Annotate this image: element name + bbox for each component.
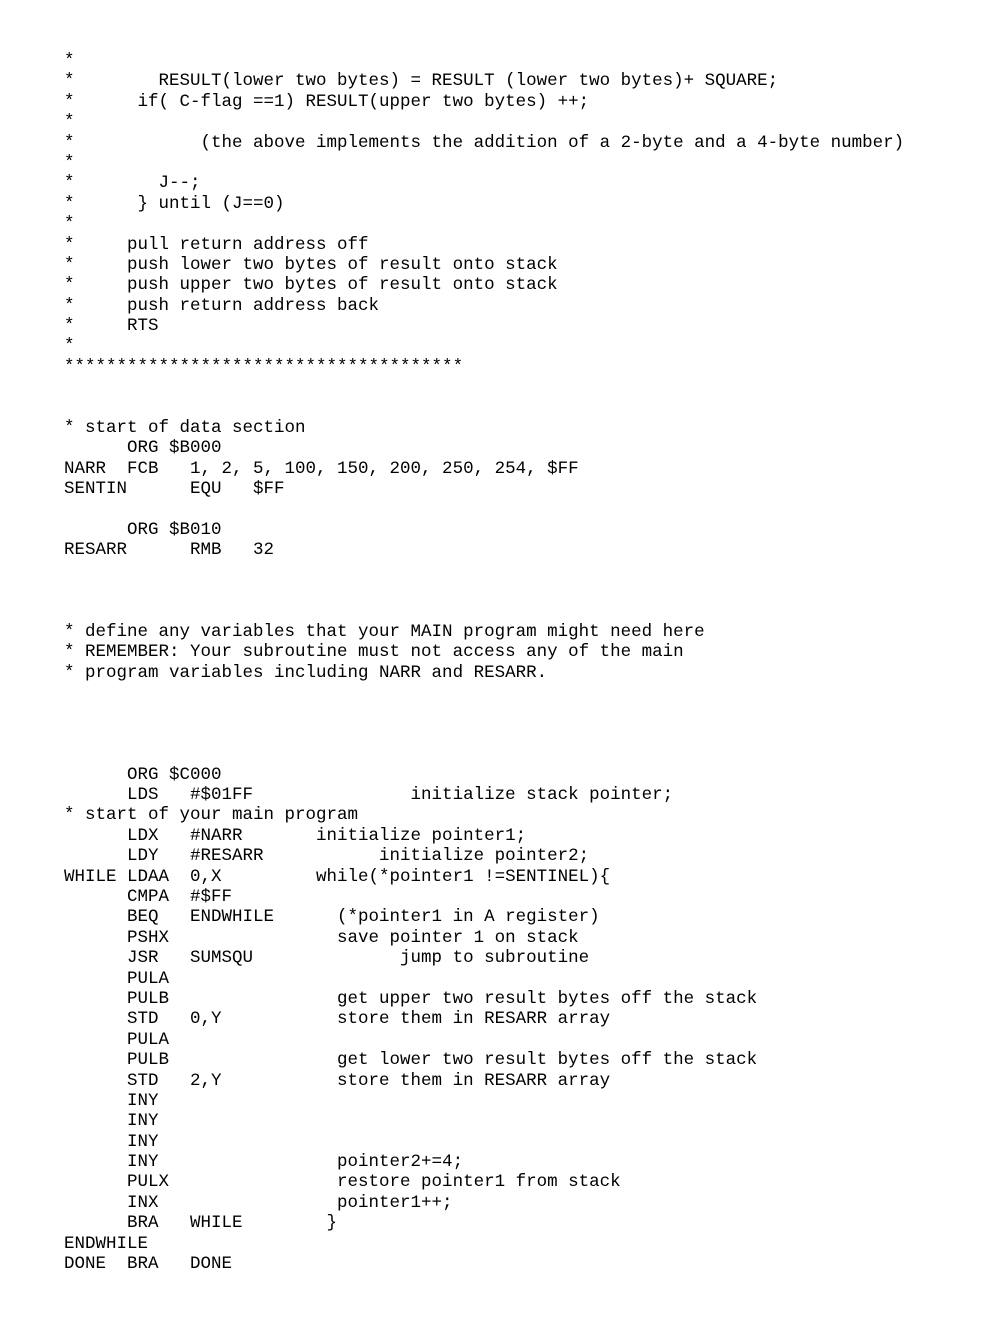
code-line: * [64,214,75,235]
code-line [64,398,904,418]
code-line: * program variables including NARR and RESARR. [64,662,548,683]
code-line: * [64,152,75,173]
code-line [64,561,904,581]
code-line [64,704,904,724]
code-line: * (the above implements the addition of a 2-byte and a 4-byte number) [64,132,905,153]
code-line [64,602,904,622]
code-line: LDS #$01FF initialize stack pointer; [64,785,674,806]
code-line [64,377,904,397]
code-line [64,581,904,601]
code-line [64,744,904,764]
code-line [64,683,904,703]
code-line: * if( C-flag ==1) RESULT(upper two bytes) ++; [64,91,590,112]
code-line: BRA WHILE } [64,1213,338,1234]
code-line: INY [64,1111,159,1132]
code-line: ORG $B000 [64,438,222,459]
code-line: LDY #RESARR initialize pointer2; [64,846,590,867]
code-line: INY [64,1131,159,1152]
code-line: ************************************** [64,356,464,377]
code-listing [64,51,904,1274]
code-line: PULA [64,968,170,989]
code-line: STD 2,Y store them in RESARR array [64,1070,611,1091]
code-line [64,724,904,744]
code-line: INY [64,1090,159,1111]
code-line: * define any variables that your MAIN program might need here [64,621,705,642]
code-line: CMPA #$FF [64,887,233,908]
code-line: ORG $C000 [64,764,222,785]
code-line: DONE BRA DONE [64,1254,233,1275]
code-line: * push return address back [64,295,380,316]
code-line: * RESULT(lower two bytes) = RESULT (lower two bytes)+ SQUARE; [64,71,779,92]
code-line: PULB get lower two result bytes off the stack [64,1050,758,1071]
code-line: ENDWHILE [64,1233,149,1254]
code-line: * push lower two bytes of result onto stack [64,254,558,275]
code-line: PULX restore pointer1 from stack [64,1172,621,1193]
code-line: SENTIN EQU $FF [64,479,285,500]
code-line: * [64,51,75,71]
code-line: INX pointer1++; [64,1192,453,1213]
code-line: * [64,336,75,357]
code-line [64,500,904,520]
code-line: BEQ ENDWHILE (*pointer1 in A register) [64,907,600,928]
code-line: PSHX save pointer 1 on stack [64,927,579,948]
code-line: * J--; [64,173,201,194]
code-line: * } until (J==0) [64,193,285,214]
code-line: ORG $B010 [64,519,222,540]
code-line: WHILE LDAA 0,X while(*pointer1 !=SENTINEL){ [64,866,611,887]
code-line: * pull return address off [64,234,369,255]
code-line: * start of data section [64,418,306,439]
code-line: PULB get upper two result bytes off the stack [64,988,758,1009]
code-line: * RTS [64,316,159,337]
code-line: NARR FCB 1, 2, 5, 100, 150, 200, 250, 254, $FF [64,458,579,479]
code-line: * start of your main program [64,805,359,826]
code-line: INY pointer2+=4; [64,1152,464,1173]
code-line: PULA [64,1029,170,1050]
code-line: * push upper two bytes of result onto stack [64,275,558,296]
code-line: LDX #NARR initialize pointer1; [64,825,527,846]
code-line: STD 0,Y store them in RESARR array [64,1009,611,1030]
code-line: RESARR RMB 32 [64,540,275,561]
code-line: JSR SUMSQU jump to subroutine [64,948,590,969]
code-line: * [64,112,75,133]
code-line: * REMEMBER: Your subroutine must not access any of the main [64,642,684,663]
